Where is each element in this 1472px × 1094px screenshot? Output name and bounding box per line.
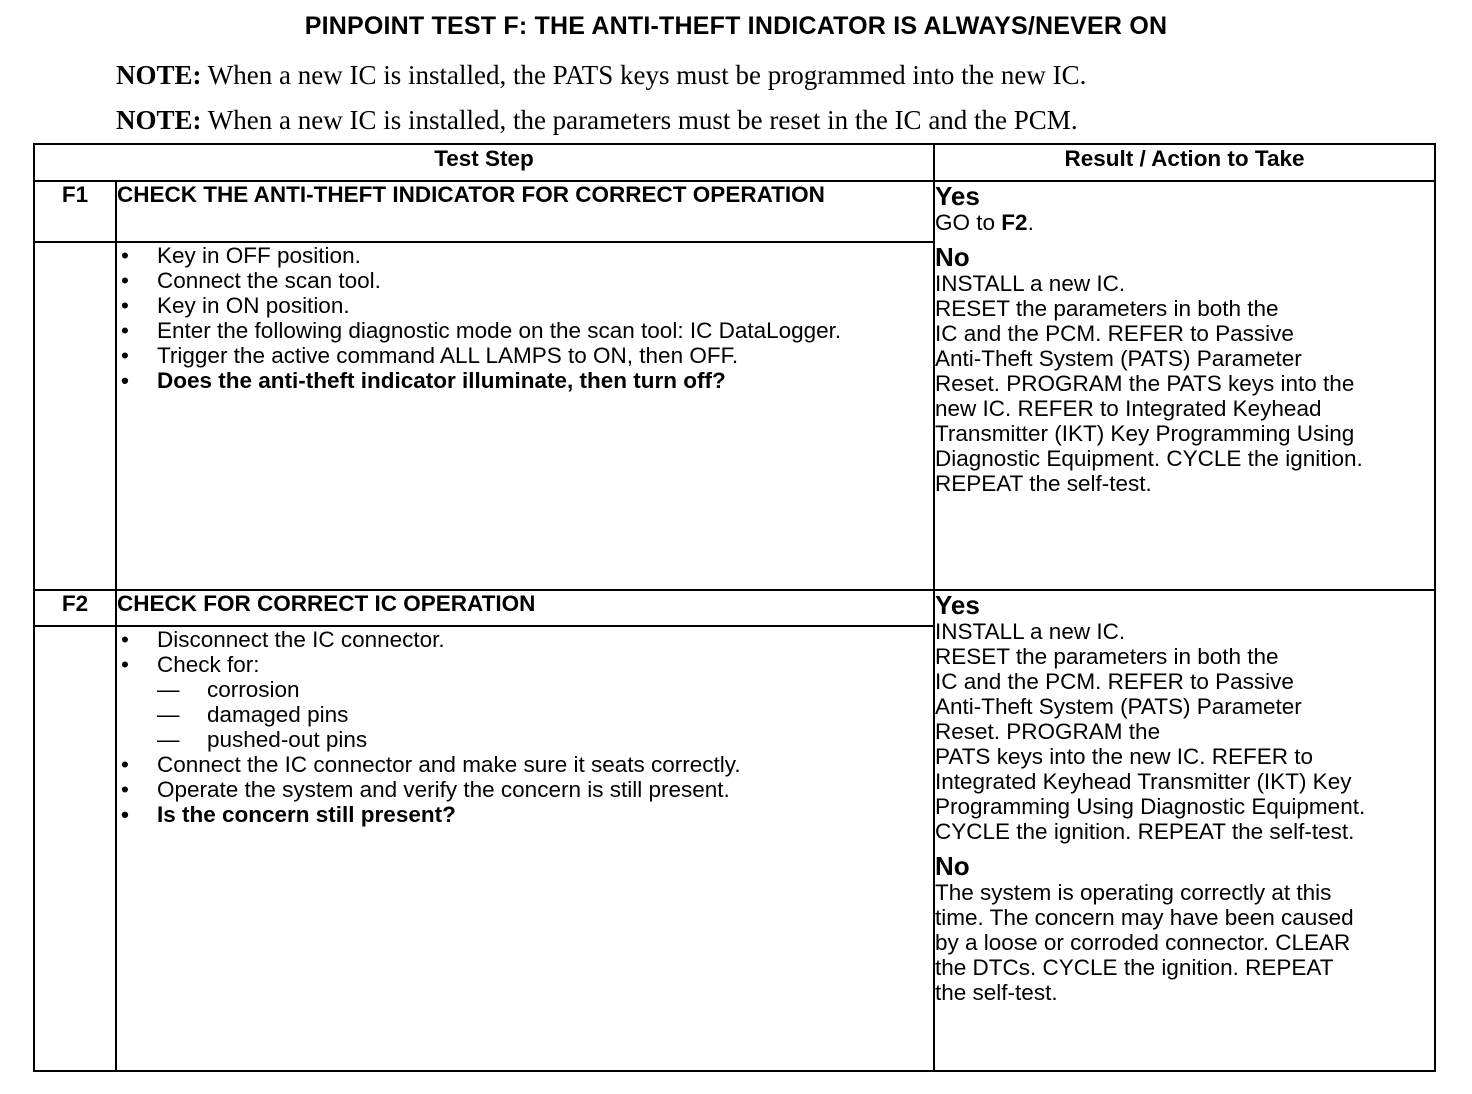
- bullet-mark: •: [121, 268, 129, 293]
- result-line: Anti-Theft System (PATS) Parameter: [935, 346, 1302, 371]
- f2-title-row: [34, 590, 1435, 626]
- bullet-mark: •: [121, 343, 129, 368]
- result-line: IC and the PCM. REFER to Passive: [935, 669, 1294, 694]
- table-header-row: [34, 144, 1435, 181]
- result-line: Programming Using Diagnostic Equipment.: [935, 794, 1366, 819]
- f1-step-id: F1: [34, 181, 116, 242]
- bullet-mark: •: [121, 318, 129, 343]
- note-label: NOTE:: [116, 60, 202, 90]
- note-text: When a new IC is installed, the PATS keys must be programmed into the new IC.: [201, 60, 1087, 90]
- list-item: • Disconnect the IC connector.: [121, 627, 445, 652]
- result-line: RESET the parameters in both the: [935, 644, 1279, 669]
- f2-step-id: F2: [34, 590, 116, 626]
- list-subitem: — corrosion: [157, 677, 300, 702]
- result-line: The system is operating correctly at this: [935, 880, 1332, 905]
- list-item: • Connect the IC connector and make sure it seats correctly.: [121, 752, 741, 777]
- dash-mark: —: [157, 727, 180, 752]
- list-item-question: • Is the concern still present?: [121, 802, 456, 827]
- result-line: new IC. REFER to Integrated Keyhead: [935, 396, 1322, 421]
- list-item: • Key in ON position.: [121, 293, 350, 318]
- bullet-mark: •: [121, 652, 129, 677]
- f2-id-spacer: [34, 626, 116, 1071]
- f1-step-list: [117, 243, 933, 393]
- result-line: IC and the PCM. REFER to Passive: [935, 321, 1294, 346]
- pinpoint-test-table: [33, 143, 1436, 1072]
- f2-no-label: No: [935, 851, 970, 881]
- result-line: Reset. PROGRAM the PATS keys into the: [935, 371, 1355, 396]
- result-line: by a loose or corroded connector. CLEAR: [935, 930, 1351, 955]
- list-subitem: — pushed-out pins: [157, 727, 368, 752]
- result-line: INSTALL a new IC.: [935, 619, 1126, 644]
- bullet-mark: •: [121, 243, 129, 268]
- result-line: the self-test.: [935, 980, 1058, 1005]
- f2-result: [934, 590, 1435, 1071]
- list-subitem: — damaged pins: [157, 702, 349, 727]
- f2-no-block: [935, 852, 1434, 1005]
- list-item: • Enter the following diagnostic mode on the scan tool: IC DataLogger.: [121, 318, 842, 343]
- bullet-mark: •: [121, 777, 129, 802]
- list-item: • Key in OFF position.: [121, 243, 361, 268]
- f1-yes-block: [935, 182, 1434, 235]
- result-header: Result / Action to Take: [934, 144, 1435, 181]
- result-line: RESET the parameters in both the: [935, 296, 1279, 321]
- result-line: REPEAT the self-test.: [935, 471, 1152, 496]
- dash-mark: —: [157, 677, 180, 702]
- result-line: Integrated Keyhead Transmitter (IKT) Key: [935, 769, 1352, 794]
- result-line: the DTCs. CYCLE the ignition. REPEAT: [935, 955, 1334, 980]
- f1-yes-line: GO to F2.: [935, 210, 1034, 235]
- bullet-mark: •: [121, 293, 129, 318]
- list-item-question: • Does the anti-theft indicator illuminate, then turn off?: [121, 368, 726, 393]
- result-line: time. The concern may have been caused: [935, 905, 1354, 930]
- note-2: [116, 105, 1078, 136]
- result-line: INSTALL a new IC.: [935, 271, 1126, 296]
- result-line: Reset. PROGRAM the: [935, 719, 1161, 744]
- f1-step-body: [116, 242, 934, 590]
- test-step-header: Test Step: [34, 144, 934, 181]
- list-item: • Check for:: [121, 652, 260, 677]
- f1-result: [934, 181, 1435, 590]
- result-line: CYCLE the ignition. REPEAT the self-test.: [935, 819, 1355, 844]
- f2-step-body: [116, 626, 934, 1071]
- result-line: PATS keys into the new IC. REFER to: [935, 744, 1314, 769]
- bullet-mark: •: [121, 802, 129, 827]
- f1-title-row: [34, 181, 1435, 242]
- result-line: Anti-Theft System (PATS) Parameter: [935, 694, 1302, 719]
- f2-yes-label: Yes: [935, 590, 980, 620]
- page-title: PINPOINT TEST F: THE ANTI-THEFT INDICATOR IS ALWAYS/NEVER ON: [304, 12, 1168, 40]
- f1-step-title: CHECK THE ANTI-THEFT INDICATOR FOR CORRECT OPERATION: [116, 181, 934, 242]
- f1-yes-label: Yes: [935, 181, 980, 211]
- list-item: • Trigger the active command ALL LAMPS to ON, then OFF.: [121, 343, 739, 368]
- bullet-mark: •: [121, 368, 129, 393]
- dash-mark: —: [157, 702, 180, 727]
- result-line: Diagnostic Equipment. CYCLE the ignition.: [935, 446, 1363, 471]
- result-line: Transmitter (IKT) Key Programming Using: [935, 421, 1355, 446]
- list-item: • Connect the scan tool.: [121, 268, 381, 293]
- f2-step-list: [117, 627, 933, 827]
- list-item: • Operate the system and verify the concern is still present.: [121, 777, 730, 802]
- f1-no-label: No: [935, 242, 970, 272]
- note-label: NOTE:: [116, 105, 202, 135]
- f2-step-title: CHECK FOR CORRECT IC OPERATION: [116, 590, 934, 626]
- bullet-mark: •: [121, 627, 129, 652]
- f1-no-block: [935, 243, 1434, 496]
- f2-yes-block: [935, 591, 1434, 844]
- note-1: [116, 60, 1086, 91]
- note-text: When a new IC is installed, the parameters must be reset in the IC and the PCM.: [201, 105, 1078, 135]
- bullet-mark: •: [121, 752, 129, 777]
- f1-id-spacer: [34, 242, 116, 590]
